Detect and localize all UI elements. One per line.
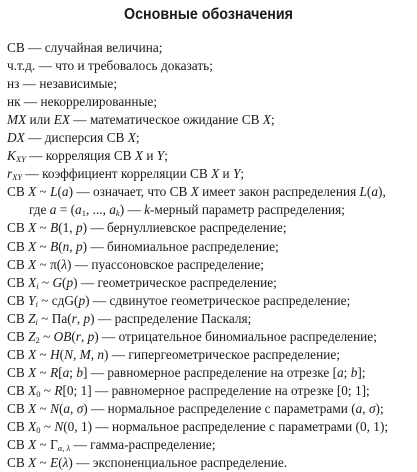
notation-definition: означает, что СВ X имеет закон распределения L(a), <box>92 184 386 200</box>
notation-separator: — <box>24 40 45 55</box>
notation-separator: — <box>89 292 110 308</box>
notation-term: СВ $Z_i$ ~ Па(r, p) <box>7 310 95 327</box>
notation-term: СВ X ~ N(a, σ) <box>7 400 88 416</box>
notation-separator: — <box>71 256 92 272</box>
notation-separator: — <box>87 238 107 254</box>
notation-separator: — <box>92 418 112 434</box>
notation-term: СВ X ~ H(N, M, n) <box>7 346 109 362</box>
notation-line <box>7 274 417 292</box>
notation-line <box>7 219 417 237</box>
notation-term: $r_{XY}$ <box>7 166 23 183</box>
notation-separator: — <box>19 76 40 92</box>
notation-definition: равномерное распределение на отрезке [a; b]; <box>107 364 366 380</box>
notation-term: СВ X ~ π(λ) <box>7 256 72 272</box>
notation-line <box>7 454 417 472</box>
notation-term: СВ X ~ L(a) <box>7 184 73 200</box>
notation-line <box>7 364 417 382</box>
notation-line <box>7 201 417 219</box>
notation-separator: — <box>22 166 43 182</box>
notation-definition: независимые; <box>39 76 118 92</box>
notation-line <box>7 436 417 454</box>
notation-separator: — <box>87 400 108 416</box>
notation-term: СВ $X_0$ ~ N(0, 1) <box>7 418 93 435</box>
notation-term: нз <box>7 76 20 92</box>
notation-line <box>7 39 417 57</box>
notation-line <box>7 238 417 256</box>
notation-term: СВ X ~ B(n, p) <box>7 238 88 254</box>
notation-definition: гипергеометрическое распределение; <box>128 346 340 362</box>
notation-definition: бернуллиевское распределение; <box>106 220 287 236</box>
notation-line <box>7 310 417 328</box>
notation-line <box>7 75 417 93</box>
notation-term: нк <box>7 94 21 110</box>
notation-term: СВ $X_0$ ~ R[0; 1] <box>7 382 92 399</box>
notation-definition: случайная величина; <box>44 40 163 55</box>
notation-separator: — <box>72 455 93 471</box>
notation-line <box>7 111 417 129</box>
notation-definition: корреляция СВ X и Y; <box>45 148 168 164</box>
notation-line <box>7 93 417 111</box>
notation-term: $K_{XY}$ <box>7 148 26 165</box>
notation-term: СВ $Y_i$ ~ сдG(p) <box>7 292 90 309</box>
notation-separator: — <box>20 94 41 110</box>
notation-term: СВ <box>7 40 25 55</box>
notation-definition: k-мерный параметр распределения; <box>144 202 345 218</box>
notation-separator: — <box>98 328 119 344</box>
notation-separator: — <box>87 220 107 236</box>
notation-definition: равномерное распределение на отрезке [0; 1]; <box>111 382 370 398</box>
notation-separator: — <box>35 58 56 74</box>
notation-separator: — <box>124 202 145 218</box>
notation-definition: некоррелированные; <box>40 94 158 110</box>
notation-line <box>7 292 417 310</box>
notation-definition: нормальное распределение с параметрами (0, 1); <box>111 418 389 434</box>
notation-line <box>7 256 417 274</box>
notation-separator: — <box>108 346 129 362</box>
notation-term: MX или EX <box>7 112 70 128</box>
notation-term: ч.т.д. <box>7 58 36 74</box>
notation-separator: — <box>73 184 93 200</box>
notation-line <box>7 165 417 183</box>
notation-definition: нормальное распределение с параметрами (a, σ); <box>107 400 384 416</box>
notation-separator: — <box>25 148 46 164</box>
notation-term: СВ X ~ B(1, p) <box>7 220 88 236</box>
notation-definition: геометрическое распределение; <box>97 274 277 290</box>
notation-term: СВ X ~ E(λ) <box>7 455 73 471</box>
notation-line <box>7 147 417 165</box>
page-title: Основные обозначения <box>123 6 294 23</box>
notation-separator: — <box>24 130 45 146</box>
notation-list <box>7 39 417 472</box>
notation-definition: сдвинутое геометрическое распределение; <box>109 292 351 308</box>
notation-definition: отрицательное биномиальное распределение; <box>118 328 377 344</box>
notation-term: DX <box>7 130 25 146</box>
notation-definition: пуассоновское распределение; <box>91 256 264 272</box>
notation-definition: дисперсия СВ X; <box>44 130 140 146</box>
notation-term: СВ $Z_2$ ~ OB(r, p) <box>7 328 99 345</box>
notation-line <box>7 418 417 436</box>
notation-separator: — <box>70 437 91 453</box>
notation-separator: — <box>94 310 115 326</box>
notation-definition: гамма-распределение; <box>90 437 216 453</box>
notation-line <box>7 346 417 364</box>
notation-line <box>7 183 417 201</box>
notation-separator: — <box>91 382 112 398</box>
notation-definition: что и требовалось доказать; <box>55 58 213 74</box>
notation-separator: — <box>87 364 108 380</box>
notation-separator: — <box>77 274 98 290</box>
notation-definition: коэффициент корреляции СВ X и Y; <box>42 166 245 182</box>
notation-term: СВ X ~ R[a; b] <box>7 364 88 380</box>
notation-term: СВ X ~ $\Gamma_{\alpha, \lambda}$ <box>7 437 71 454</box>
notation-line <box>7 57 417 75</box>
notation-definition: распределение Паскаля; <box>114 310 252 326</box>
notation-definition: экспоненциальное распределение. <box>92 455 288 471</box>
notation-line <box>7 129 417 147</box>
notation-term: где $a = (a_1$, ..., $a_k$) <box>29 202 125 219</box>
notation-line <box>7 328 417 346</box>
notation-term: СВ $X_i$ ~ G(p) <box>7 274 78 291</box>
notation-line <box>7 382 417 400</box>
notation-separator: — <box>69 112 90 128</box>
notation-definition: математическое ожидание СВ X; <box>89 112 275 128</box>
notation-definition: биномиальное распределение; <box>106 238 279 254</box>
